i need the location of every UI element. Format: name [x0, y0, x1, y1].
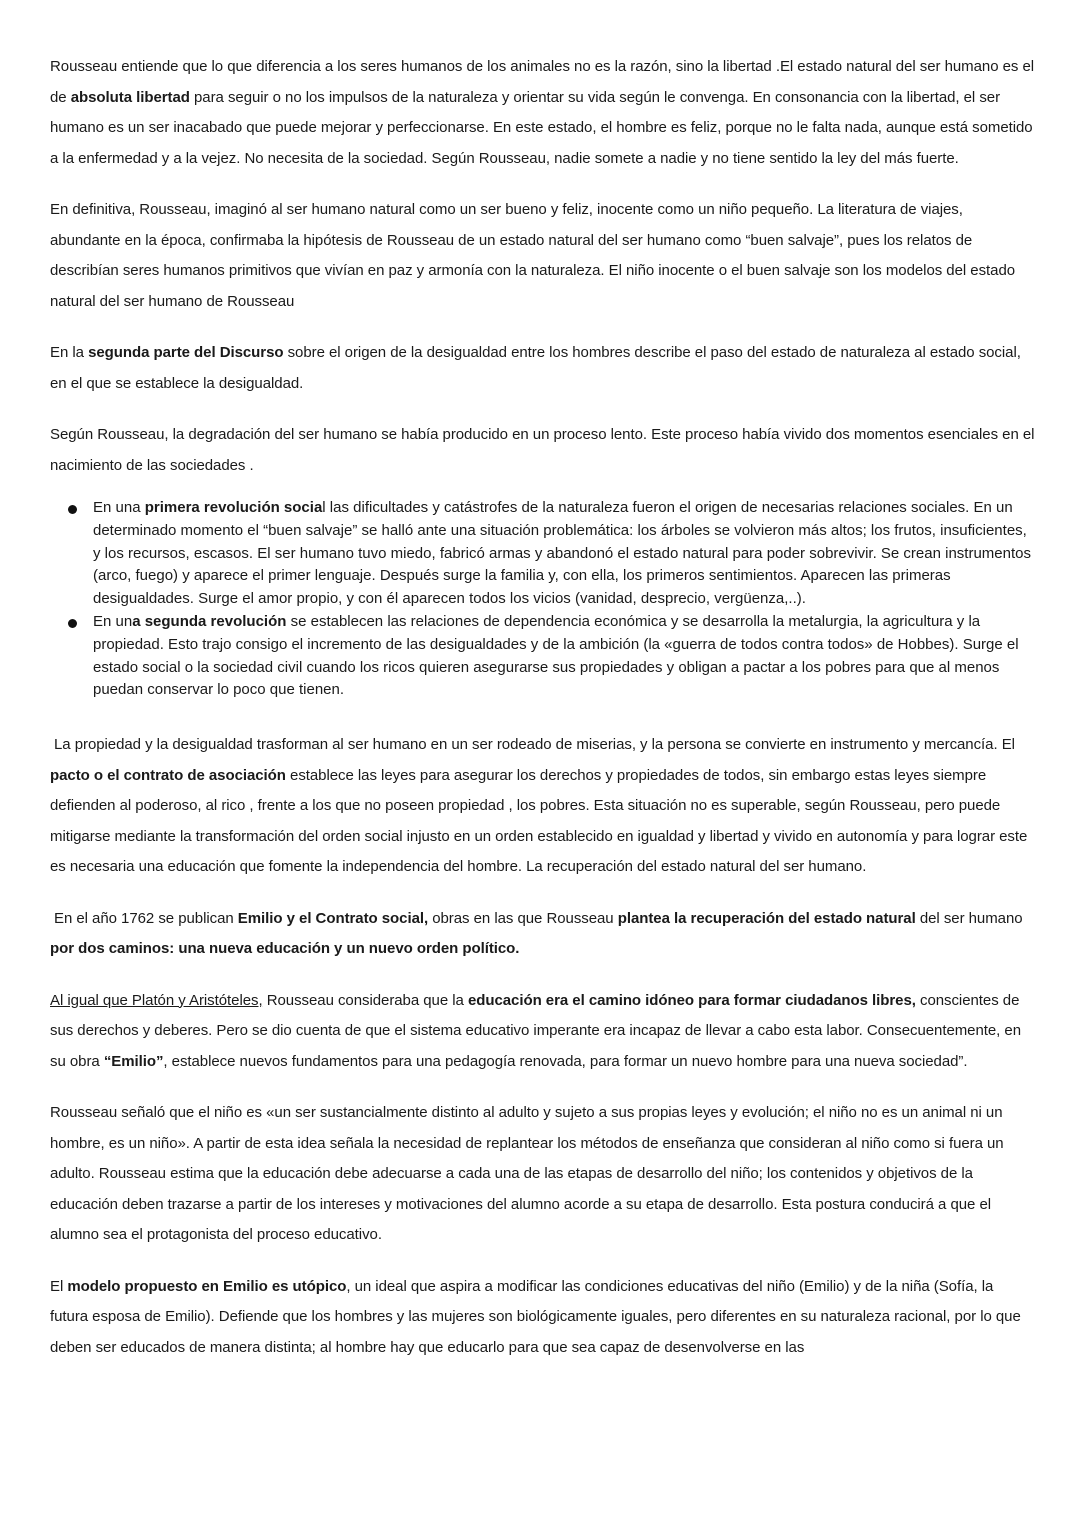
paragraph-degradacion — [50, 420, 1035, 481]
text-span: sobre el origen de la desigualdad entre los hombres describe el paso del estado de naturaleza al estado social, en el que se establece la desigualdad. — [50, 344, 1021, 392]
text-span: , un ideal que aspira a modificar las condiciones educativas del niño (Emilio) y de la niña (Sofía, la futura esposa de Emilio). Defiende que los hombres y las mujeres son biológicamente iguales, pero diferentes en su naturaleza racional, por lo que deben ser educados de manera distinta; al hombre hay que educarlo para que sea capaz de desenvolverse en las — [50, 1277, 1021, 1356]
paragraph-nino — [50, 1098, 1035, 1251]
bullet-icon — [68, 619, 77, 628]
paragraph-segunda-parte — [50, 338, 1035, 399]
paragraph-libertad — [50, 52, 1035, 174]
paragraph-educacion — [50, 986, 1035, 1078]
list-item — [50, 611, 1035, 702]
text-span: Rousseau entiende que lo que diferencia a los seres humanos de los animales no es la razón, sino la libertad .El estado natural del ser humano es el de — [50, 58, 1035, 106]
text-span: Rousseau señaló que el niño es «un ser sustancialmente distinto al adulto y sujeto a sus propias leyes y evolución; el niño no es un animal ni un hombre, es un niño». A partir de esta idea señala la necesidad de replantear los métodos de enseñanza que consideran al niño como si fuera un adulto. Rousseau estima que la educación debe adecuarse a cada una de las etapas de desarrollo del niño; los contenidos y objetivos de la educación deben trazarse a partir de los intereses y motivaciones del alumno acorde a su etapa de desarrollo. Esta postura conducirá a que el alumno sea el protagonista del proceso educativo. — [50, 1104, 1004, 1244]
paragraph-emilio-utopico — [50, 1272, 1035, 1364]
underlined-span: Al igual que Platón y Aristóteles, — [50, 991, 263, 1009]
bold-span: Emilio y el Contrato social, — [237, 909, 429, 927]
text-span: obras en las que Rousseau — [428, 909, 618, 927]
paragraph-propiedad — [50, 730, 1035, 883]
text-span: En definitiva, Rousseau, imaginó al ser humano natural como un ser bueno y feliz, inocente como un niño pequeño. La literatura de viajes, abundante en la época, confirmaba la hipótesis de Rousseau de un estado natural del ser humano como “buen salvaje”, pues los relatos de describían seres humanos primitivos que vivían en paz y armonía con la naturaleza. El niño inocente o el buen salvaje son los modelos del estado natural del ser humano de Rousseau — [50, 201, 1016, 310]
text-span: En una — [93, 499, 145, 516]
text-span: del ser humano — [915, 909, 1023, 927]
text-span: En la — [50, 344, 89, 361]
bold-span: pacto o el contrato de asociación — [50, 766, 286, 784]
text-span: conscientes de sus derechos y deberes. Pero se dio cuenta de que el sistema educativo imperante era incapaz de llevar a cabo esta labor. Consecuentemente, en su obra — [50, 991, 1021, 1070]
revolutions-list — [50, 497, 1035, 702]
document-page — [50, 52, 1035, 1363]
bold-span: modelo propuesto en Emilio es utópico — [67, 1277, 347, 1295]
text-span: En el año 1762 se publican — [54, 909, 238, 927]
text-span: En un — [93, 612, 133, 630]
bullet-icon — [68, 505, 77, 514]
bold-span: educación era el camino idóneo para formar ciudadanos libres, — [467, 991, 916, 1009]
text-span: establece las leyes para asegurar los derechos y propiedades de todos, sin embargo estas leyes siempre defienden al poderoso, al rico , frente a los que no poseen propiedad , los pobres. Esta situación no es superable, según Rousseau, pero puede mitigarse mediante la transformación del orden social injusto en un orden establecido en igualdad y libertad y vivido en autonomía y para lograr este es necesaria una educación que fomente la independencia del hombre. La recuperación del estado natural del ser humano. — [50, 766, 1028, 876]
bold-span: primera revolución socia — [144, 499, 323, 516]
paragraph-1762 — [50, 904, 1035, 965]
bold-span: plantea la recuperación del estado natural — [617, 909, 916, 927]
bold-span: segunda parte del Discurso — [88, 344, 284, 361]
text-span: La propiedad y la desigualdad trasforman al ser humano en un ser rodeado de miserias, y la persona se convierte en instrumento y mercancía. El — [54, 736, 1015, 754]
bold-span: por dos caminos: una nueva educación y un nuevo orden político. — [50, 940, 520, 958]
bold-span: a segunda revolución — [132, 612, 287, 630]
bold-span: “Emilio” — [103, 1052, 164, 1070]
text-span: Rousseau consideraba que la — [262, 991, 468, 1009]
text-span: El — [50, 1277, 68, 1295]
bold-span: absoluta libertad — [70, 88, 190, 106]
text-span: para seguir o no los impulsos de la naturaleza y orientar su vida según le convenga. En consonancia con la libertad, el ser humano es un ser inacabado que puede mejorar y perfeccionarse. En este estado, el hombre es feliz, porque no le falta nada, aunque está sometido a la enfermedad y a la vejez. No necesita de la sociedad. Según Rousseau, nadie somete a nadie y no tiene sentido la ley del más fuerte. — [50, 88, 1033, 167]
paragraph-buen-salvaje — [50, 195, 1035, 317]
text-span: se establecen las relaciones de dependencia económica y se desarrolla la metalurgia, la agricultura y la propiedad. Esto trajo consigo el incremento de las desigualdades y de la ambición (la «guerra de todos contra todos» de Hobbes). Surge el estado social o la sociedad civil cuando los ricos quieren asegurarse sus propiedades y obligan a pactar a los pobres para que al menos puedan conservar lo poco que tienen. — [93, 612, 1019, 699]
text-span: l las dificultades y catástrofes de la naturaleza fueron el origen de necesarias relaciones sociales. En un determinado momento el “buen salvaje” se halló ante una situación problemática: los árboles se volvieron más altos; los frutos, insuficientes, y los recursos, escasos. El ser humano tuvo miedo, fabricó armas y abandonó el estado natural para poder sobrevivir. Se crean instrumentos (arco, fuego) y aparece el primer lenguaje. Después surge la familia y, con ella, los primeros sentimientos. Aparecen las primeras desigualdades. Surge el amor propio, y con él aparecen todos los vicios (vanidad, desprecio, vergüenza,..). — [93, 499, 1031, 608]
list-item — [50, 497, 1035, 611]
text-span: Según Rousseau, la degradación del ser humano se había producido en un proceso lento. Este proceso había vivido dos momentos esenciales en el nacimiento de las sociedades . — [50, 426, 1035, 474]
text-span: , establece nuevos fundamentos para una pedagogía renovada, para formar un nuevo hombre para una nueva sociedad”. — [163, 1052, 968, 1070]
